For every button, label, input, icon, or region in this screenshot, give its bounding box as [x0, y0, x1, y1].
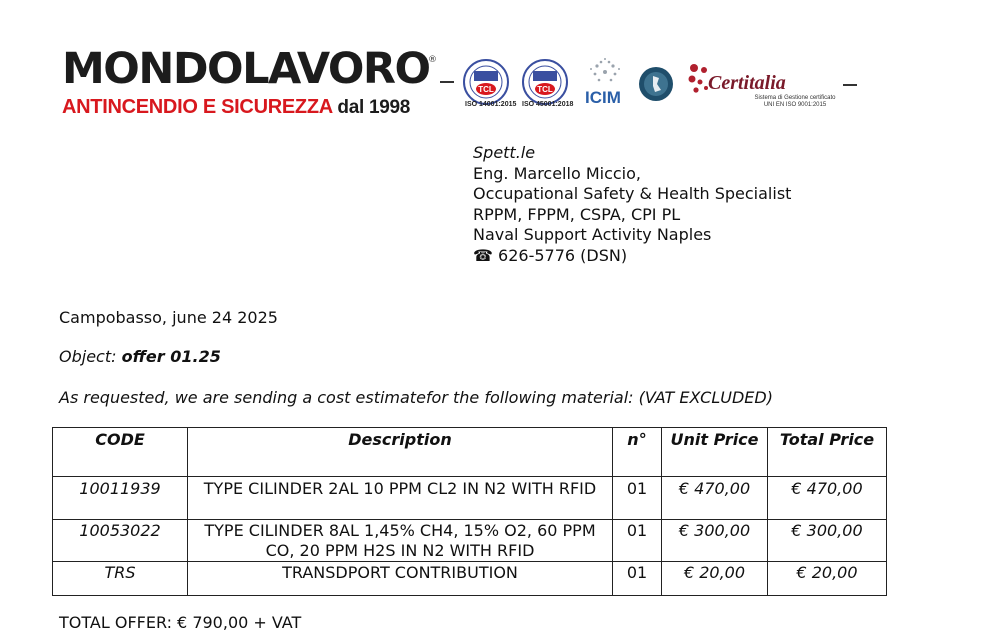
tcl-seal-icon: [463, 59, 509, 105]
cell-qty: 01: [613, 562, 662, 596]
cell-unit-price: € 470,00: [662, 477, 768, 520]
recipient-phone-line: [473, 246, 791, 267]
divider-dash-left: [440, 81, 454, 83]
header-code: CODE: [53, 428, 188, 477]
cell-unit-price: € 20,00: [662, 562, 768, 596]
object-line: [59, 347, 221, 366]
cell-description: TYPE CILINDER 8AL 1,45% CH4, 15% O2, 60 PPM CO, 20 PPM H2S IN N2 WITH RFID: [188, 520, 613, 562]
certitalia-caption-1: Sistema di Gestione certificato: [754, 95, 836, 101]
header-unit-price: Unit Price: [662, 428, 768, 477]
registered-mark: ®: [428, 55, 437, 65]
header-description: Description: [188, 428, 613, 477]
cell-qty: 01: [613, 477, 662, 520]
certitalia-caption-2: UNI EN ISO 9001:2015: [763, 102, 827, 109]
total-offer: TOTAL OFFER: € 790,00 + VAT: [59, 613, 302, 632]
object-label: Object:: [59, 347, 117, 366]
recipient-credentials: RPPM, FPPM, CSPA, CPI PL: [473, 204, 681, 224]
header-qty: n°: [613, 428, 662, 477]
cell-description: TYPE CILINDER 2AL 10 PPM CL2 IN N2 WITH RFID: [188, 477, 613, 520]
certitalia-text: Certitalia: [708, 72, 786, 94]
object-value: offer 01.25: [121, 347, 221, 366]
icim-burst-icon: [585, 56, 625, 88]
recipient-organization: Naval Support Activity Naples: [473, 225, 712, 244]
place-date: Campobasso, june 24 2025: [59, 308, 278, 327]
svg-text:TCL: TCL: [537, 85, 553, 94]
recipient-salutation: Spett.le: [473, 143, 536, 162]
cell-total-price: € 20,00: [768, 562, 887, 596]
cell-description: TRANSDPORT CONTRIBUTION: [188, 562, 613, 596]
tcl-caption-2: ISO 45001:2018: [522, 101, 574, 108]
telephone-icon: ☎: [473, 245, 493, 265]
accredia-logo: [638, 64, 674, 108]
certitalia-caption: [740, 95, 850, 109]
header-total-price: Total Price: [768, 428, 887, 477]
table-row: [53, 520, 887, 562]
divider-dash-right: [843, 84, 857, 86]
tagline-since: dal 1998: [337, 97, 411, 118]
table-row: [53, 562, 887, 596]
icim-text: ICIM: [585, 88, 621, 107]
recipient-name: Eng. Marcello Miccio,: [473, 163, 641, 183]
svg-text:TCL: TCL: [478, 85, 494, 94]
icim-logo: [585, 56, 625, 107]
cell-qty: 01: [613, 520, 662, 562]
cell-code: TRS: [53, 562, 188, 596]
cell-total-price: € 300,00: [768, 520, 887, 562]
table-header-row: [53, 428, 887, 477]
company-logo-tagline: [62, 97, 410, 117]
company-logo-name: MONDOLAVORO: [62, 44, 430, 94]
recipient-role: Occupational Safety & Health Specialist: [473, 184, 792, 203]
recipient-phone: 626-5776 (DSN): [498, 245, 628, 265]
tcl-seal-icon: [522, 59, 568, 105]
cell-code: 10053022: [53, 520, 188, 562]
tagline-text: ANTINCENDIO E SICUREZZA: [62, 96, 333, 118]
table-row: [53, 477, 887, 520]
offer-table: [52, 427, 887, 596]
cell-unit-price: € 300,00: [662, 520, 768, 562]
tcl-caption-1: ISO 14001:2015: [465, 101, 517, 108]
accredia-seal-icon: [638, 64, 674, 104]
cell-code: 10011939: [53, 477, 188, 520]
intro-text: As requested, we are sending a cost estimatefor the following material: (VAT EXCLUDED): [59, 388, 773, 407]
recipient-block: [473, 143, 791, 266]
cell-total-price: € 470,00: [768, 477, 887, 520]
